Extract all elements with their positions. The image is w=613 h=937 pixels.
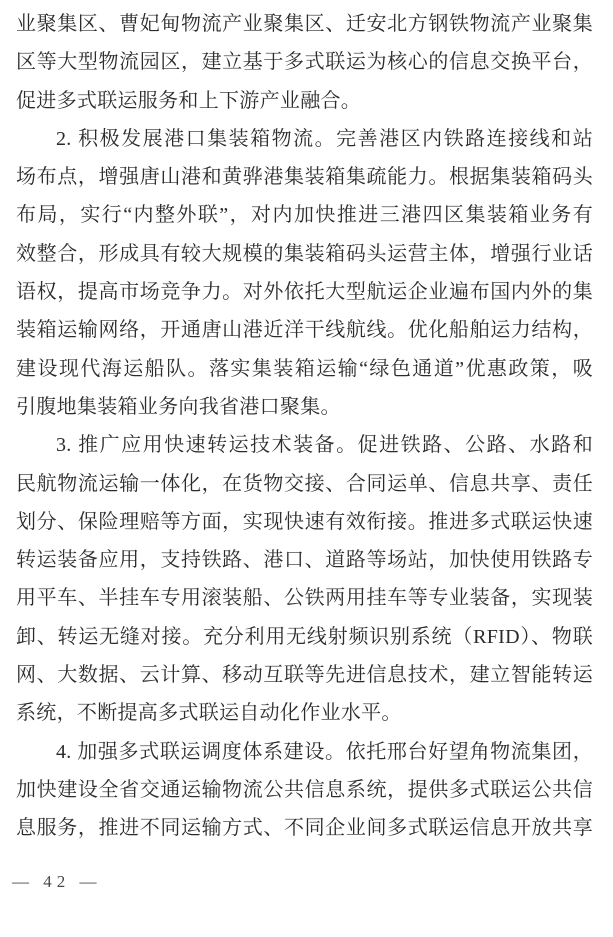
text-line: 系统，不断提高多式联运自动化作业水平。 (16, 702, 402, 725)
page-number: — 42 — (12, 871, 102, 891)
text-line: 区等大型物流园区，建立基于多式联运为核心的信息交换平台， (16, 51, 593, 74)
text-line: 语权，提高市场竞争力。对外依托大型航运企业遍布国内外的集 (16, 281, 593, 304)
text-line: 网、大数据、云计算、移动互联等先进信息技术，建立智能转运 (16, 664, 593, 687)
text-line: 卸、转运无缝对接。充分利用无线射频识别系统（RFID）、物联 (16, 625, 593, 648)
text-line: 布局，实行“内整外联”，对内加快推进三港四区集装箱业务有 (16, 204, 593, 227)
text-line: 场布点，增强唐山港和黄骅港集装箱集疏能力。根据集装箱码头 (16, 166, 593, 189)
text-line: 息服务，推进不同运输方式、不同企业间多式联运信息开放共享 (16, 817, 593, 840)
text-line: 民航物流运输一体化，在货物交接、合同运单、信息共享、责任 (16, 472, 593, 495)
text-line: 引腹地集装箱业务向我省港口聚集。 (16, 395, 341, 418)
text-line: 加快建设全省交通运输物流公共信息系统，提供多式联运公共信 (16, 778, 593, 801)
text-line: 划分、保险理赔等方面，实现快速有效衔接。推进多式联运快速 (16, 510, 593, 533)
text-line: 建设现代海运船队。落实集装箱运输“绿色通道”优惠政策，吸 (16, 357, 593, 380)
text-line: 业聚集区、曹妃甸物流产业聚集区、迁安北方钢铁物流产业聚集 (16, 13, 593, 35)
text-line: 转运装备应用，支持铁路、港口、道路等场站，加快使用铁路专 (16, 549, 593, 572)
text-line: 效整合，形成具有较大规模的集装箱码头运营主体，增强行业话 (16, 242, 593, 265)
body-text (16, 5, 593, 848)
text-line: 2. 积极发展港口集装箱物流。完善港区内铁路连接线和站 (56, 127, 593, 150)
text-line: 4. 加强多式联运调度体系建设。依托邢台好望角物流集团， (56, 740, 593, 763)
text-line: 装箱运输网络，开通唐山港近洋干线航线。优化船舶运力结构， (16, 319, 593, 342)
text-line: 促进多式联运服务和上下游产业融合。 (16, 89, 362, 112)
text-line: 用平车、半挂车专用滚装船、公铁两用挂车等专业装备，实现装 (16, 587, 593, 610)
text-line: 3. 推广应用快速转运技术装备。促进铁路、公路、水路和 (56, 434, 593, 457)
